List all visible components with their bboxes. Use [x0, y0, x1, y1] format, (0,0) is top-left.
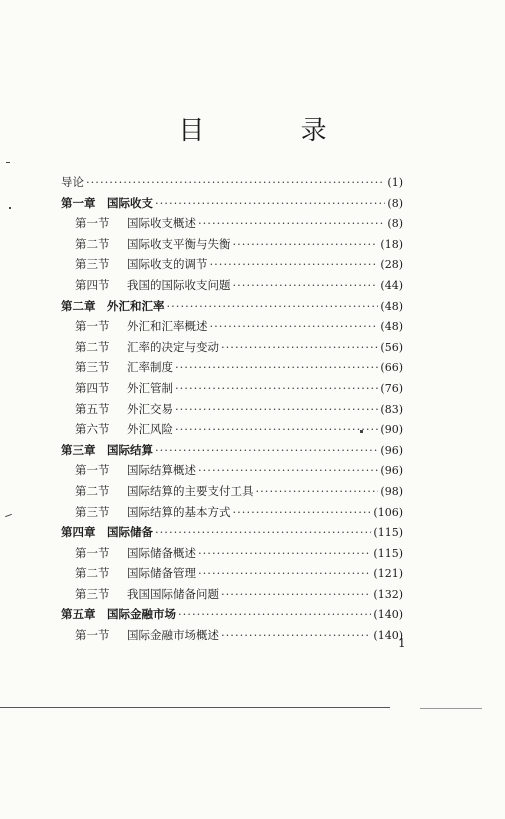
toc-entry-page: (66) [380, 361, 403, 375]
toc-entry-title: 国际结算概述 [127, 463, 196, 478]
toc-entry-number: 第六节 [75, 422, 110, 437]
toc-entry [61, 275, 403, 296]
toc-entry-title: 国际储备概述 [127, 545, 196, 560]
scan-speck [6, 162, 10, 163]
toc-entry-title: 国际收支概述 [127, 216, 196, 231]
dot-leader [175, 378, 378, 399]
dot-leader [155, 522, 371, 543]
dot-leader [221, 337, 378, 358]
dot-leader [198, 460, 378, 481]
toc-entry-title: 汇率的决定与变动 [127, 339, 219, 354]
toc-entry-page: (90) [380, 423, 403, 437]
toc-entry [61, 440, 403, 461]
table-of-contents [61, 172, 403, 646]
toc-entry [61, 399, 403, 420]
toc-entry [61, 625, 403, 646]
toc-entry-page: (96) [380, 443, 403, 457]
dot-leader [198, 213, 385, 234]
toc-entry-number: 第五节 [75, 401, 110, 416]
dot-leader [198, 563, 371, 584]
dot-leader [221, 584, 371, 605]
toc-entry-number: 第二节 [75, 339, 110, 354]
toc-entry-title: 国际收支平衡与失衡 [127, 236, 231, 251]
dot-leader [198, 543, 371, 564]
toc-entry [61, 337, 403, 358]
scan-speck [5, 514, 12, 517]
toc-entry-title: 国际结算的基本方式 [127, 504, 231, 519]
dot-leader [167, 296, 379, 317]
toc-entry-page: (83) [380, 402, 403, 416]
toc-entry-page: (106) [373, 505, 403, 519]
scan-edge-line [0, 707, 390, 708]
toc-entry-number: 第三节 [75, 360, 110, 375]
toc-entry [61, 584, 403, 605]
toc-entry-number: 第四节 [75, 380, 110, 395]
dot-leader [221, 625, 371, 646]
toc-entry-page: (18) [380, 237, 403, 251]
toc-entry-page: (8) [387, 196, 403, 210]
toc-entry-title: 国际储备管理 [127, 566, 196, 581]
toc-entry-page: (98) [380, 484, 403, 498]
toc-entry [61, 460, 403, 481]
toc-entry-page: (76) [380, 381, 403, 395]
toc-entry-page: (140) [373, 608, 403, 622]
dot-leader [175, 399, 378, 420]
toc-entry-page: (56) [380, 340, 403, 354]
toc-entry-title: 国际结算的主要支付工具 [127, 483, 254, 498]
dot-leader [175, 419, 378, 440]
toc-entry-number: 第一章 [61, 195, 96, 210]
toc-entry-number: 第三章 [61, 442, 96, 457]
toc-entry-page: (140) [373, 629, 403, 643]
dot-leader [155, 440, 378, 461]
toc-entry [61, 563, 403, 584]
toc-entry [61, 419, 403, 440]
toc-entry-number: 第四章 [61, 525, 96, 540]
toc-entry-page: (96) [380, 464, 403, 478]
toc-entry [61, 296, 403, 317]
toc-entry [61, 378, 403, 399]
toc-entry-page: (132) [373, 587, 403, 601]
dot-leader [233, 502, 372, 523]
dot-leader [233, 275, 379, 296]
toc-entry-number: 第二节 [75, 566, 110, 581]
toc-entry [61, 172, 403, 193]
toc-entry-title: 国际收支 [107, 195, 153, 210]
toc-entry-title: 外汇交易 [127, 401, 173, 416]
toc-entry-title: 外汇和汇率概述 [127, 319, 208, 334]
toc-entry-title: 国际结算 [107, 442, 153, 457]
toc-entry-title: 汇率制度 [127, 360, 173, 375]
toc-entry [61, 234, 403, 255]
toc-entry-page: (48) [380, 299, 403, 313]
dot-leader [155, 193, 385, 214]
toc-entry-page: (28) [380, 258, 403, 272]
toc-entry-page: (48) [380, 320, 403, 334]
toc-entry-page: (115) [373, 546, 403, 560]
scan-edge-line [420, 708, 482, 709]
dot-leader [233, 234, 379, 255]
dot-leader [178, 604, 371, 625]
scan-speck [9, 207, 11, 209]
toc-entry-number: 第四节 [75, 277, 110, 292]
toc-entry [61, 502, 403, 523]
toc-entry-number: 第二节 [75, 236, 110, 251]
toc-entry-page: (8) [387, 217, 403, 231]
toc-entry-number: 第二章 [61, 298, 96, 313]
toc-entry-number: 第一节 [75, 545, 110, 560]
dot-leader [210, 254, 379, 275]
toc-entry [61, 316, 403, 337]
toc-entry-number: 第一节 [75, 319, 110, 334]
toc-entry [61, 357, 403, 378]
dot-leader [210, 316, 379, 337]
toc-entry [61, 522, 403, 543]
toc-entry-title: 外汇风险 [127, 422, 173, 437]
toc-entry-title: 外汇管制 [127, 380, 173, 395]
toc-entry-number: 第二节 [75, 483, 110, 498]
toc-entry-page: (1) [387, 176, 403, 189]
toc-entry-title: 导论 [61, 175, 84, 189]
toc-entry [61, 213, 403, 234]
scan-speck [360, 430, 363, 433]
toc-entry [61, 481, 403, 502]
toc-entry-number: 第三节 [75, 504, 110, 519]
toc-entry-title: 我国的国际收支问题 [127, 277, 231, 292]
toc-entry-title: 我国国际储备问题 [127, 586, 219, 601]
toc-entry [61, 254, 403, 275]
toc-entry-title: 国际金融市场 [107, 607, 176, 622]
toc-entry-number: 第三节 [75, 257, 110, 272]
dot-leader [86, 172, 385, 193]
toc-entry-page: (115) [373, 526, 403, 540]
toc-entry-title: 国际金融市场概述 [127, 628, 219, 643]
toc-entry-title: 国际储备 [107, 525, 153, 540]
page-number: 1 [398, 636, 406, 650]
toc-entry [61, 543, 403, 564]
page-title: 目 录 [178, 116, 371, 146]
toc-entry [61, 604, 403, 625]
dot-leader [256, 481, 379, 502]
dot-leader [175, 357, 378, 378]
toc-entry-number: 第一节 [75, 216, 110, 231]
toc-entry-number: 第一节 [75, 628, 110, 643]
toc-entry-title: 国际收支的调节 [127, 257, 208, 272]
toc-entry [61, 193, 403, 214]
toc-entry-number: 第五章 [61, 607, 96, 622]
toc-entry-number: 第一节 [75, 463, 110, 478]
toc-entry-number: 第三节 [75, 586, 110, 601]
toc-entry-title: 外汇和汇率 [107, 298, 165, 313]
toc-entry-page: (44) [380, 278, 403, 292]
toc-entry-page: (121) [373, 567, 403, 581]
